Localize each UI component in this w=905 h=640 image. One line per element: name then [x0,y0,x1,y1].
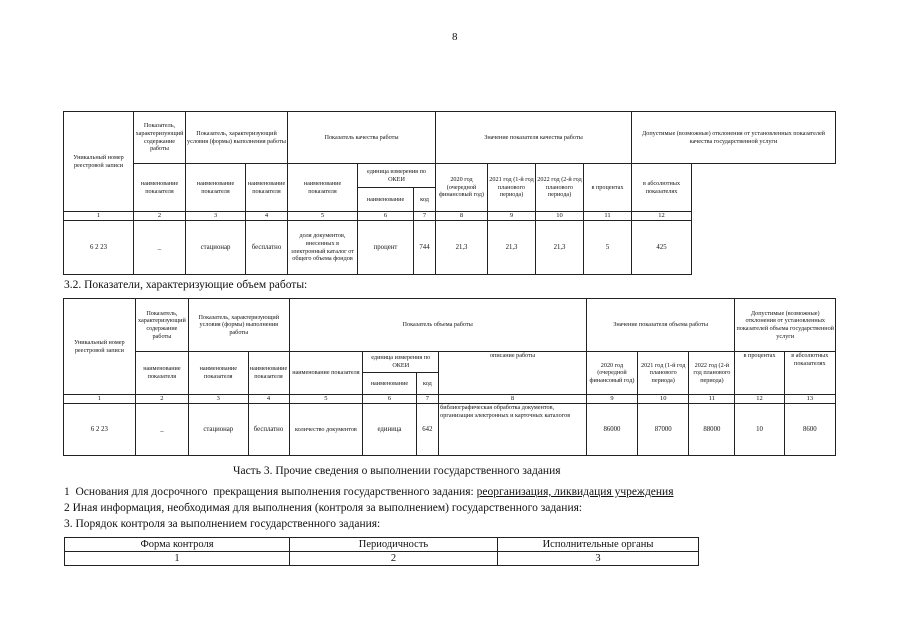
col-num: 2 [290,552,498,566]
header-y2022: 2022 год (2-й год планового периода) [536,164,584,212]
page-number: 8 [452,31,458,43]
table-row [64,221,836,275]
cell-reg: 6 2 23 [64,404,136,456]
col-num: 13 [784,395,835,404]
header-executive-bodies: Исполнительные органы [498,538,699,552]
col-num: 1 [64,395,136,404]
cell-unit: процент [358,221,414,275]
table-row [64,404,836,456]
header-conditions: Показатель, характеризующий условия (формы) выполнения работы [186,112,288,164]
header-y2020: 2020 год (очередной финансовый год) [436,164,488,212]
header-ind-name: наименование показателя [186,164,246,212]
col-num: 2 [134,212,186,221]
header-abs: в абсолютных показателях [632,164,692,212]
header-ind-name: наименование показателя [288,164,358,212]
header-desc: описание работы [439,352,587,395]
col-num: 10 [638,395,689,404]
col-num: 8 [436,212,488,221]
cell-cond2: бесплатно [246,221,288,275]
header-quality: Показатель качества работы [288,112,436,164]
cell-pct: 10 [735,404,784,456]
part3-item1 [64,486,674,498]
cell-v2021: 21,3 [488,221,536,275]
header-ind-name: наименование показателя [134,164,186,212]
header-y2022: 2022 год (2-й год планового периода) [689,352,735,395]
col-num: 12 [632,212,692,221]
header-pct: в процентах [735,352,784,395]
header-ind-name: наименование показателя [248,352,289,395]
cell-pct: 5 [584,221,632,275]
header-ind-name: наименование показателя [246,164,288,212]
part3-item3: 3. Порядок контроля за выполнением государственного задания: [64,518,381,530]
cell-desc: библиографическая обработка документов, организация электронных и карточных каталогов [439,404,587,456]
header-ind-name: наименование показателя [189,352,248,395]
header-y2021: 2021 год (1-й год планового периода) [638,352,689,395]
col-num: 9 [586,395,637,404]
header-abs: в абсолютных показателях [784,352,835,395]
header-values: Значение показателя качества работы [436,112,632,164]
cell-content: _ [135,404,188,456]
cell-cond1: стационар [189,404,248,456]
header-unit-name: наименование [363,373,416,395]
col-num: 5 [288,212,358,221]
cell-v2020: 21,3 [436,221,488,275]
part3-item2: 2 Иная информация, необходимая для выполнения (контроля за выполнением) государственного задания: [64,502,583,514]
header-y2020: 2020 год (очередной финансовый год) [586,352,637,395]
header-unit-okei: единица измерения по ОКЕИ [363,352,439,373]
header-reg-num: Уникальный номер реестровой записи [64,112,134,212]
header-control-form: Форма контроля [65,538,290,552]
volume-table [63,298,836,456]
header-deviation: Допустимые (возможные) отклонения от установленных показателей объема государственной услуги [735,299,836,352]
col-num: 6 [363,395,416,404]
header-unit-code: код [416,373,439,395]
item1-text: 1 Основания для досрочного прекращения выполнения государственного задания: [64,486,477,498]
col-num: 3 [189,395,248,404]
col-num: 3 [498,552,699,566]
col-num: 7 [416,395,439,404]
quality-table [63,111,836,275]
cell-abs: 8600 [784,404,835,456]
col-num: 3 [186,212,246,221]
col-num: 4 [248,395,289,404]
header-unit-name: наименование [358,188,414,212]
part3-title: Часть 3. Прочие сведения о выполнении государственного задания [233,465,561,477]
header-content: Показатель, характеризующий содержание работы [134,112,186,164]
header-volume: Показатель объема работы [289,299,586,352]
cell-indicator: количество документов [289,404,363,456]
cell-cond1: стационар [186,221,246,275]
cell-v2020: 86000 [586,404,637,456]
col-num: 12 [735,395,784,404]
header-y2021: 2021 год (1-й год планового периода) [488,164,536,212]
cell-code: 642 [416,404,439,456]
cell-abs: 425 [632,221,692,275]
header-unit-code: код [414,188,436,212]
col-num: 1 [64,212,134,221]
cell-reg: 6 2 23 [64,221,134,275]
header-content: Показатель, характеризующий содержание работы [135,299,188,352]
header-reg-num: Уникальный номер реестровой записи [64,299,136,395]
cell-code: 744 [414,221,436,275]
header-conditions: Показатель, характеризующий условия (формы) выполнения работы [189,299,289,352]
header-pct: в процентах [584,164,632,212]
cell-content: _ [134,221,186,275]
header-deviation: Допустимые (возможные) отклонения от установленных показателей качества государственной услуги [632,112,836,164]
col-num: 9 [488,212,536,221]
col-num: 5 [289,395,363,404]
cell-indicator: доля документов, внесенных в электронный каталог от общего объема фондов [288,221,358,275]
cell-v2022: 21,3 [536,221,584,275]
header-periodicity: Периодичность [290,538,498,552]
cell-cond2: бесплатно [248,404,289,456]
header-unit-okei: единица измерения по ОКЕИ [358,164,436,188]
col-num: 7 [414,212,436,221]
col-num: 11 [584,212,632,221]
cell-v2021: 87000 [638,404,689,456]
col-num: 2 [135,395,188,404]
section-title: 3.2. Показатели, характеризующие объем работы: [64,279,308,291]
col-num: 11 [689,395,735,404]
header-values: Значение показателя объема работы [586,299,735,352]
col-num: 6 [358,212,414,221]
cell-unit: единица [363,404,416,456]
col-num: 8 [439,395,587,404]
col-num: 1 [65,552,290,566]
col-num: 4 [246,212,288,221]
col-num: 10 [536,212,584,221]
cell-v2022: 88000 [689,404,735,456]
control-table [64,537,699,566]
header-ind-name: наименование показателя [135,352,188,395]
header-ind-name: наименование показателя [289,352,363,395]
item1-value: реорганизация, ликвидация учреждения [476,486,674,498]
